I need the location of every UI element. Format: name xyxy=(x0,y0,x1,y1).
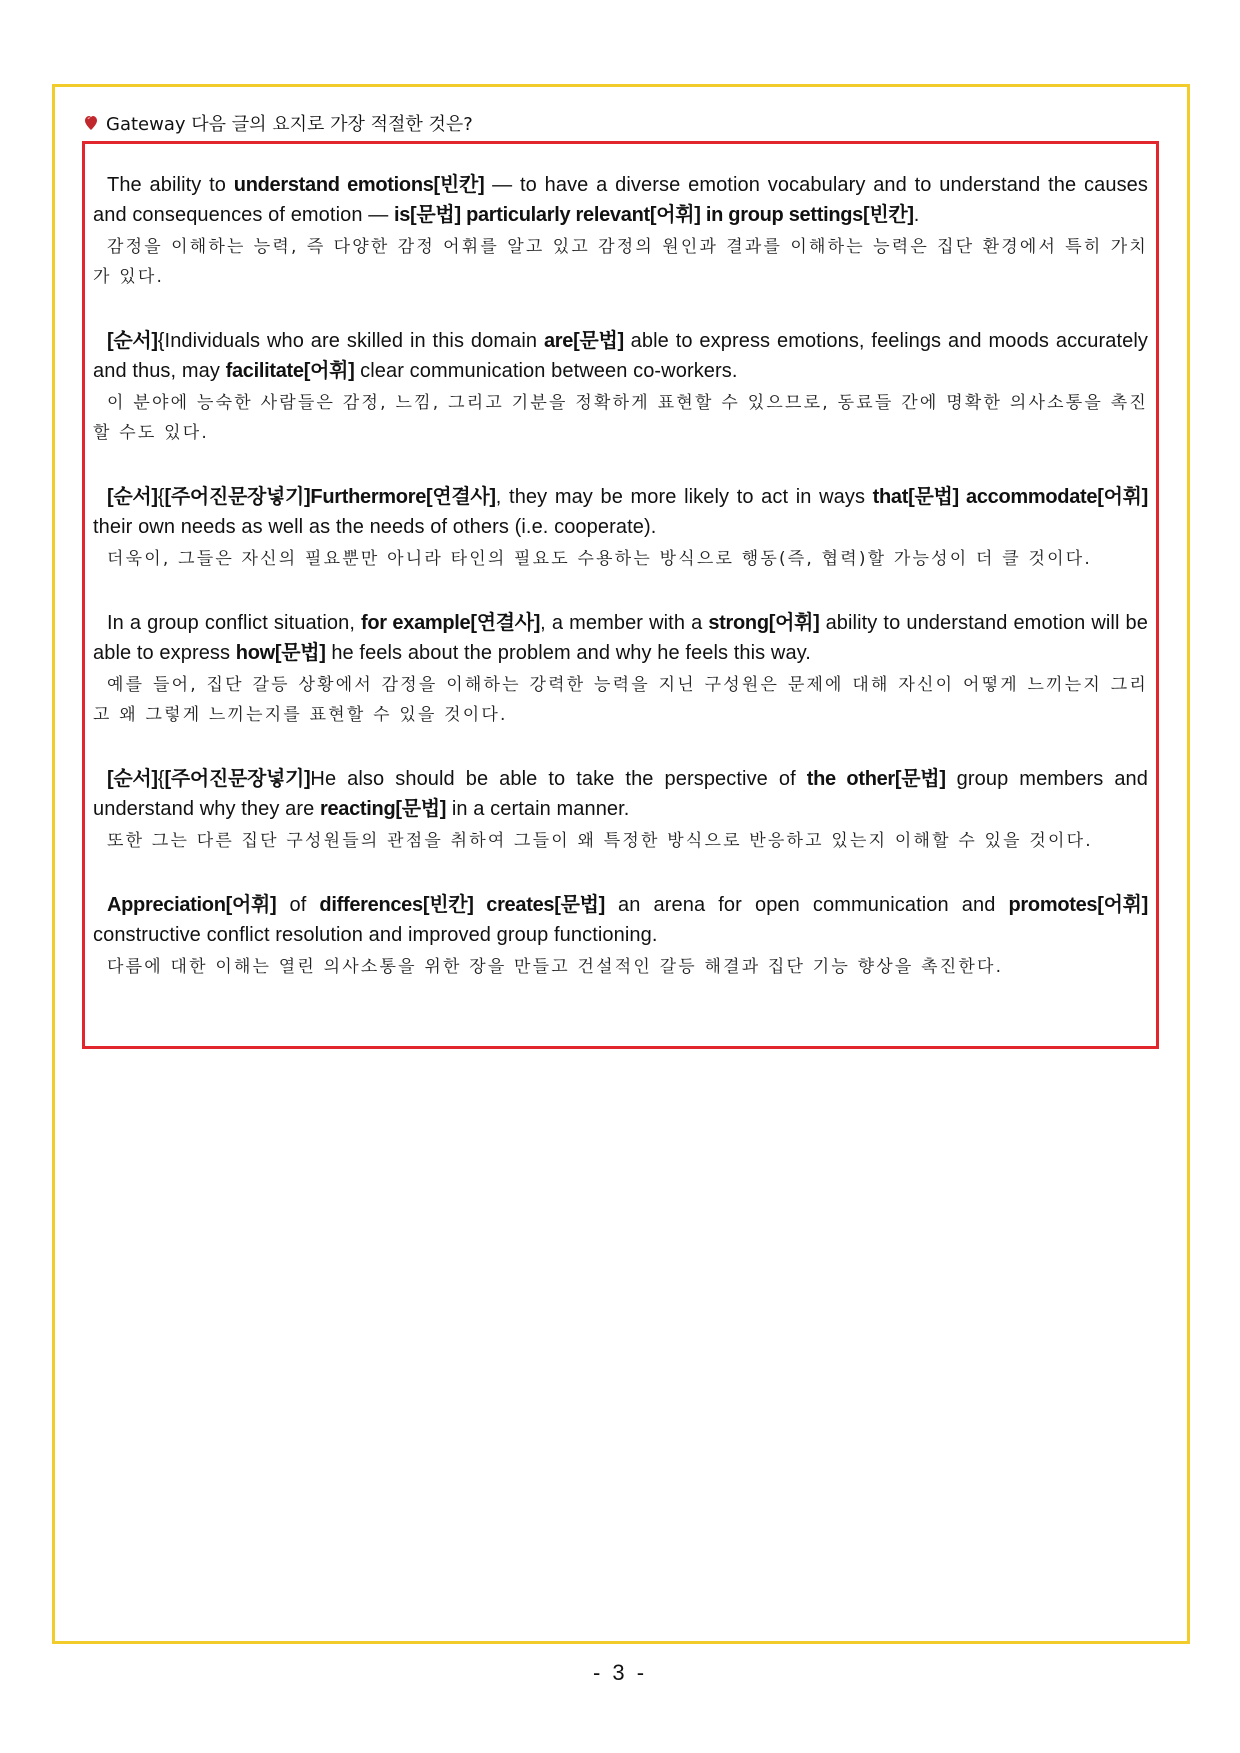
english-sentence xyxy=(93,764,1148,824)
sentence-text: ability to understand emotion will be able to express xyxy=(93,612,1148,664)
sentence-text: He also should be able to take the perspective of xyxy=(310,768,807,790)
emphasized-term: how[문법] xyxy=(235,642,326,664)
paragraph-1 xyxy=(93,170,1148,292)
bullet-icon xyxy=(84,115,98,131)
korean-translation: 더욱이, 그들은 자신의 필요뿐만 아니라 타인의 필요도 수용하는 방식으로 행동(즉, 협력)할 가능성이 더 클 것이다. xyxy=(107,549,1092,569)
sentence-text: group members and understand why they are xyxy=(93,768,1149,820)
sentence-text: In a group conflict situation, xyxy=(107,612,362,634)
emphasized-term: facilitate[어휘] xyxy=(225,360,355,382)
korean-translation: 감정을 이해하는 능력, 즉 다양한 감정 어휘를 알고 있고 감정의 원인과 결과를 이해하는 능력은 집단 환경에서 특히 가치가 있다. xyxy=(93,237,1148,287)
emphasized-term: [순서] xyxy=(107,330,158,352)
sentence-text: {Individuals who are skilled in this domain xyxy=(157,330,544,352)
emphasized-term: strong[어휘] xyxy=(708,612,820,634)
emphasized-term: [주어진문장넣기] xyxy=(164,768,311,790)
sentence-text: , they may be more likely to act in ways xyxy=(495,486,873,508)
emphasized-term: for example[연결사] xyxy=(361,612,541,634)
sentence-text: { xyxy=(157,486,165,508)
emphasized-term: are[문법] xyxy=(543,330,624,352)
sentence-text: — to have a diverse emotion vocabulary and to understand the causes and consequences of emotion — xyxy=(93,174,1148,226)
question-title: Gateway 다음 글의 요지로 가장 적절한 것은? xyxy=(106,114,473,135)
sentence-text: , a member with a xyxy=(540,612,709,634)
sentence-text: he feels about the problem and why he feels this way. xyxy=(325,642,811,664)
paragraph-6 xyxy=(93,890,1148,982)
emphasized-term: [주어진문장넣기]Furthermore[연결사] xyxy=(164,486,496,508)
korean-translation: 예를 들어, 집단 갈등 상황에서 감정을 이해하는 강력한 능력을 지닌 구성원은 문제에 대해 자신이 어떻게 느끼는지 그리고 왜 그렇게 느끼는지를 표현할 수 있을 것이다. xyxy=(93,675,1148,725)
sentence-text: clear communication between co-workers. xyxy=(354,360,738,382)
english-sentence xyxy=(93,608,1148,668)
emphasized-term: differences[빈칸] creates[문법] xyxy=(319,894,605,916)
emphasized-term: that[문법] accommodate[어휘] xyxy=(872,486,1148,508)
korean-translation: 또한 그는 다른 집단 구성원들의 관점을 취하여 그들이 왜 특정한 방식으로 반응하고 있는지 이해할 수 있을 것이다. xyxy=(107,831,1093,851)
emphasized-term: reacting[문법] xyxy=(319,798,447,820)
passage-content xyxy=(93,170,1148,1016)
english-sentence xyxy=(93,326,1148,386)
question-header xyxy=(84,110,473,136)
paragraph-5 xyxy=(93,764,1148,856)
emphasized-term: [순서] xyxy=(107,768,158,790)
emphasized-term: Appreciation[어휘] xyxy=(107,894,277,916)
sentence-text: The ability to xyxy=(107,174,234,196)
sentence-text: of xyxy=(276,894,320,916)
korean-translation: 다름에 대한 이해는 열린 의사소통을 위한 장을 만들고 건설적인 갈등 해결과 집단 기능 향상을 촉진한다. xyxy=(107,957,1004,977)
emphasized-term: understand emotions[빈칸] xyxy=(233,174,485,196)
korean-translation: 이 분야에 능숙한 사람들은 감정, 느낌, 그리고 기분을 정확하게 표현할 수 있으므로, 동료들 간에 명확한 의사소통을 촉진할 수도 있다. xyxy=(93,393,1148,443)
emphasized-term: [순서] xyxy=(107,486,158,508)
sentence-text: in a certain manner. xyxy=(446,798,630,820)
sentence-text: constructive conflict resolution and improved group functioning. xyxy=(93,924,658,946)
paragraph-4 xyxy=(93,608,1148,730)
paragraph-2 xyxy=(93,326,1148,448)
emphasized-term: is[문법] particularly relevant[어휘] in group settings[빈칸] xyxy=(393,204,914,226)
english-sentence xyxy=(93,170,1148,230)
paragraph-3 xyxy=(93,482,1148,574)
page-number: - 3 - xyxy=(592,1660,648,1685)
english-sentence xyxy=(93,890,1148,950)
sentence-text: their own needs as well as the needs of others (i.e. cooperate). xyxy=(93,516,657,538)
sentence-text: able to express emotions, feelings and moods accurately and thus, may xyxy=(93,330,1148,382)
sentence-text: { xyxy=(157,768,165,790)
sentence-text: an arena for open communication and xyxy=(604,894,1009,916)
sentence-text: . xyxy=(913,204,920,226)
emphasized-term: promotes[어휘] xyxy=(1008,894,1148,916)
emphasized-term: the other[문법] xyxy=(806,768,946,790)
english-sentence xyxy=(93,482,1148,542)
